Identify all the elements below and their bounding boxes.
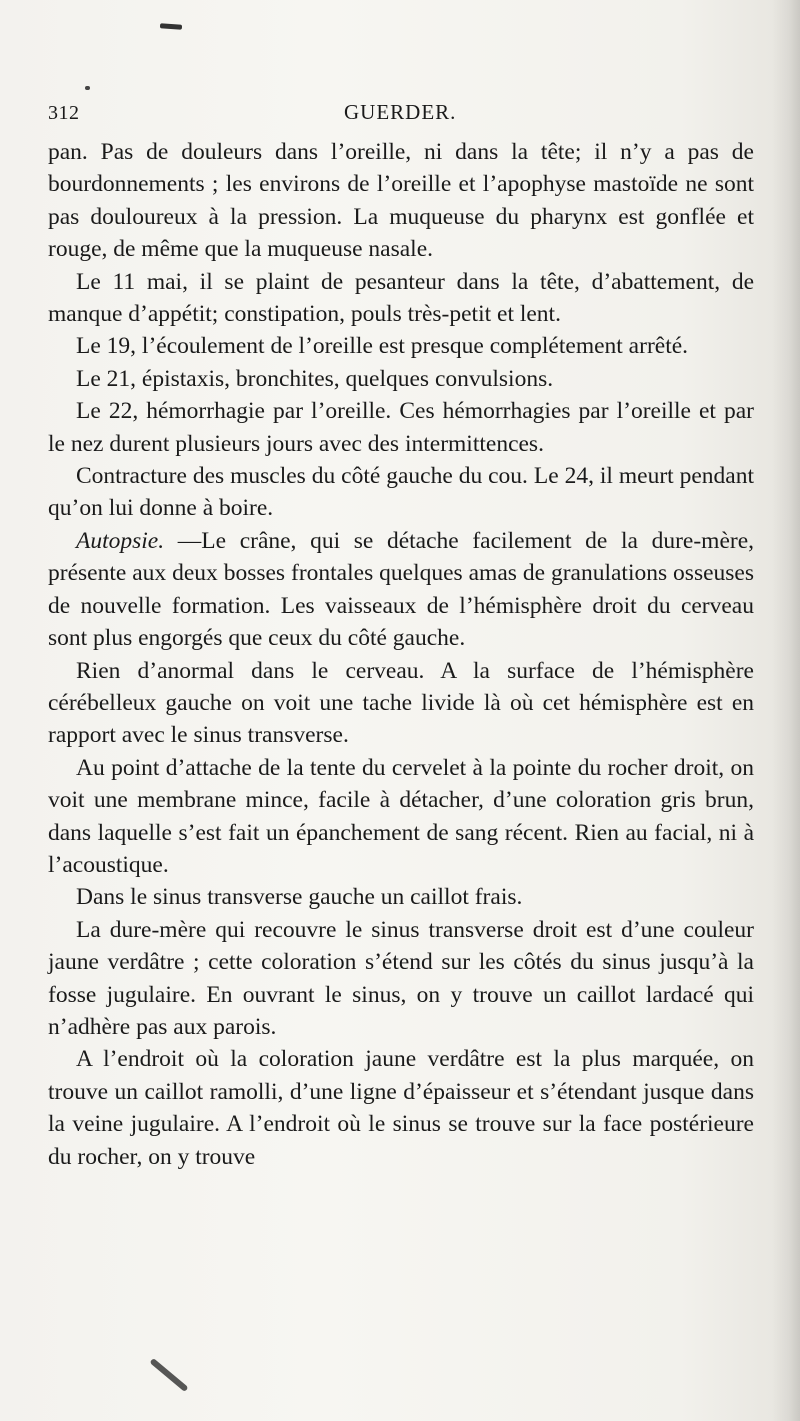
paragraph-text: Le 11 mai, il se plaint de pesanteur dans la tête, d’abattement, de manque d’appétit; constipation, pouls très-petit et lent. [48,268,754,328]
paragraph [48,752,754,882]
paragraph [48,1043,754,1173]
ink-dot [85,86,90,90]
page-edge-shadow [772,0,800,1421]
paragraph-text: Le 21, épistaxis, bronchites, quelques convulsions. [76,365,554,392]
ink-scratch [149,1358,188,1392]
ink-mark [160,23,182,30]
paragraph-text: Contracture des muscles du côté gauche du cou. Le 24, il meurt pendant qu’on lui donne à boire. [48,463,754,522]
section-label: Autopsie. [76,527,165,554]
paragraph [48,330,754,362]
paragraph [48,525,754,655]
paragraph [48,395,754,460]
paragraph-text: La dure-mère qui recouvre le sinus transverse droit est d’une couleur jaune verdâtre ; cette coloration s’étend sur les côtés du sinus jusqu’à la fosse jugulaire. En ouvrant le sinus, on y trouve un caillot lardacé qui n’adhère pas aux parois. [48,916,754,1040]
paragraph-text: Rien d’anormal dans le cerveau. A la surface de l’hémisphère cérébelleux gauche on voit une tache livide là où cet hémisphère est en rapport avec le sinus transverse. [48,657,754,749]
paragraph-text: Le 19, l’écoulement de l’oreille est presque complétement arrêté. [76,333,689,360]
paragraph [48,266,754,331]
paragraph-text: pan. Pas de douleurs dans l’oreille, ni dans la tête; il n’y a pas de bourdonnements ; les environs de l’oreille et l’apophyse mastoïde ne sont pas douloureux à la pression. La muqueuse du pharynx est gonflée et rouge, de même que la muqueuse nasale. [48,139,754,263]
body-text [48,136,754,1173]
paragraph [48,460,754,525]
paragraph [48,914,754,1044]
paragraph [48,363,754,395]
paragraph [48,881,754,913]
running-head: GUERDER. [344,100,457,124]
paragraph-text: A l’endroit où la coloration jaune verdâtre est la plus marquée, on trouve un caillot ramolli, d’une ligne d’épaisseur et s’étendant jusque dans la veine jugulaire. A l’endroit où le sinus se trouve sur la face postérieure du rocher, on y trouve [48,1046,754,1170]
paragraph-text: Dans le sinus transverse gauche un caillot frais. [76,884,523,911]
paragraph-text: —Le crâne, qui se détache facilement de la dure-mère, présente aux deux bosses frontales quelques amas de granulations osseuses de nouvelle formation. Les vaisseaux de l’hémisphère droit du cerveau sont plus engorgés que ceux du côté gauche. [48,527,754,652]
paragraph [48,655,754,752]
paragraph-text: Le 22, hémorrhagie par l’oreille. Ces hémorrhagies par l’oreille et par le nez durent plusieurs jours avec des intermittences. [48,398,754,457]
paragraph [48,136,754,266]
page-header [48,100,748,130]
paragraph-text: Au point d’attache de la tente du cervelet à la pointe du rocher droit, on voit une membrane mince, facile à détacher, d’une coloration gris brun, dans laquelle s’est fait un épanchement de sang récent. Rien au facial, ni à l’acoustique. [48,754,754,878]
page-number: 312 [48,102,80,124]
